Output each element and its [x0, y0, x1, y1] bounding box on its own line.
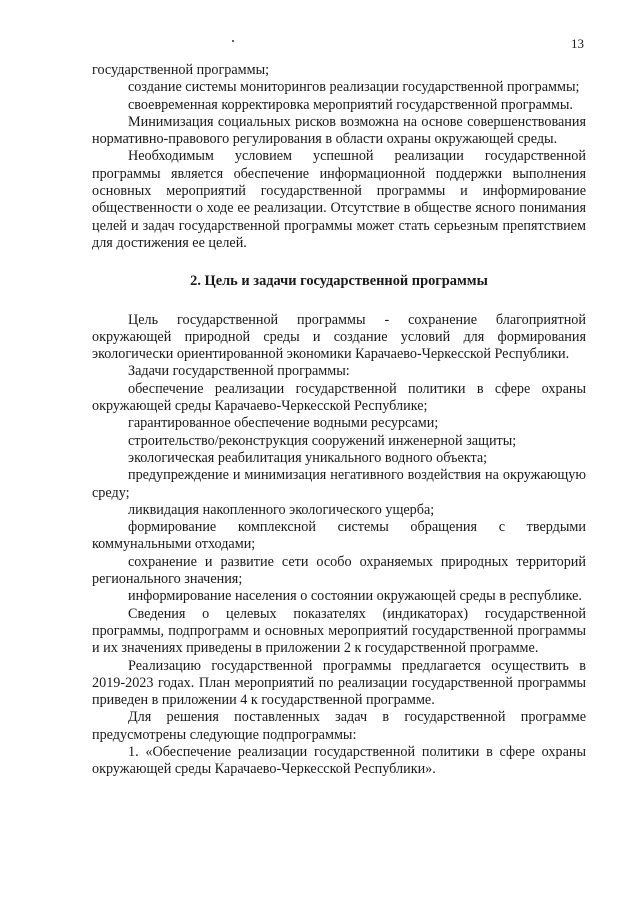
list-item-correction: своевременная корректировка мероприятий государственной программы. [128, 96, 573, 113]
paragraph-implementation-period: Реализацию государственной программы предлагается осуществить в 2019-2023 годах. План мероприятий по реализации государственной программы приведен в приложении 4 к государственной программе. [92, 657, 586, 709]
task-item: строительство/реконструкция сооружений инженерной защиты; [128, 432, 517, 449]
task-item: сохранение и развитие сети особо охраняемых природных территорий регионального значения; [92, 553, 586, 588]
section-heading: 2. Цель и задачи государственной программы [190, 273, 488, 290]
task-item: предупреждение и минимизация негативного воздействия на окружающую среду; [92, 467, 586, 501]
task-item: информирование населения о состоянии окружающей среды в республике. [128, 588, 582, 605]
task-item: гарантированное обеспечение водными ресурсами; [128, 415, 439, 432]
task-item: формирование комплексной системы обращения с твердыми коммунальными отходами; [92, 519, 586, 553]
task-item: обеспечение реализации государственной политики в сфере охраны окружающей среды Карачаево-Черкесской Республике; [92, 380, 586, 415]
task-item: ликвидация накопленного экологического ущерба; [128, 501, 435, 518]
list-item-monitoring: создание системы мониторингов реализации государственной программы; [128, 79, 580, 96]
scan-dot-mark [232, 40, 234, 42]
paragraph-goal: Цель государственной программы - сохранение благоприятной окружающей природной среды и создание условий для формирования экологически ориентированной экономики Карачаево-Черкесской Республики. [92, 311, 586, 363]
subprogram-item-1: 1. «Обеспечение реализации государственной политики в сфере охраны окружающей среды Карачаево-Черкесской Республики». [92, 743, 586, 778]
paragraph-continuation: государственной программы; [92, 62, 270, 78]
paragraph-indicators: Сведения о целевых показателях (индикаторах) государственной программы, подпрограмм и основных мероприятий государственной программы и их значениях приведены в приложении 2 к государственной программе. [92, 605, 586, 657]
page-content [92, 62, 586, 779]
paragraph-information-support: Необходимым условием успешной реализации государственной программы является обеспечение информационной поддержки выполнения основных мероприятий государственной программы и информирование общественности о ходе ее реализации. Отсутствие в обществе ясного понимания целей и задач государственной программы может стать серьезным препятствием для достижения ее целей. [92, 148, 586, 251]
page-number: 13 [571, 36, 584, 51]
task-item: экологическая реабилитация уникального водного объекта; [128, 449, 488, 466]
paragraph-risk-minimization: Минимизация социальных рисков возможна на основе совершенствования нормативно-правового регулирования в области охраны окружающей среды. [92, 113, 586, 148]
paragraph-subprograms-intro: Для решения поставленных задач в государственной программе предусмотрены следующие подпрограммы: [92, 709, 586, 743]
paragraph-tasks-intro: Задачи государственной программы: [128, 363, 350, 380]
